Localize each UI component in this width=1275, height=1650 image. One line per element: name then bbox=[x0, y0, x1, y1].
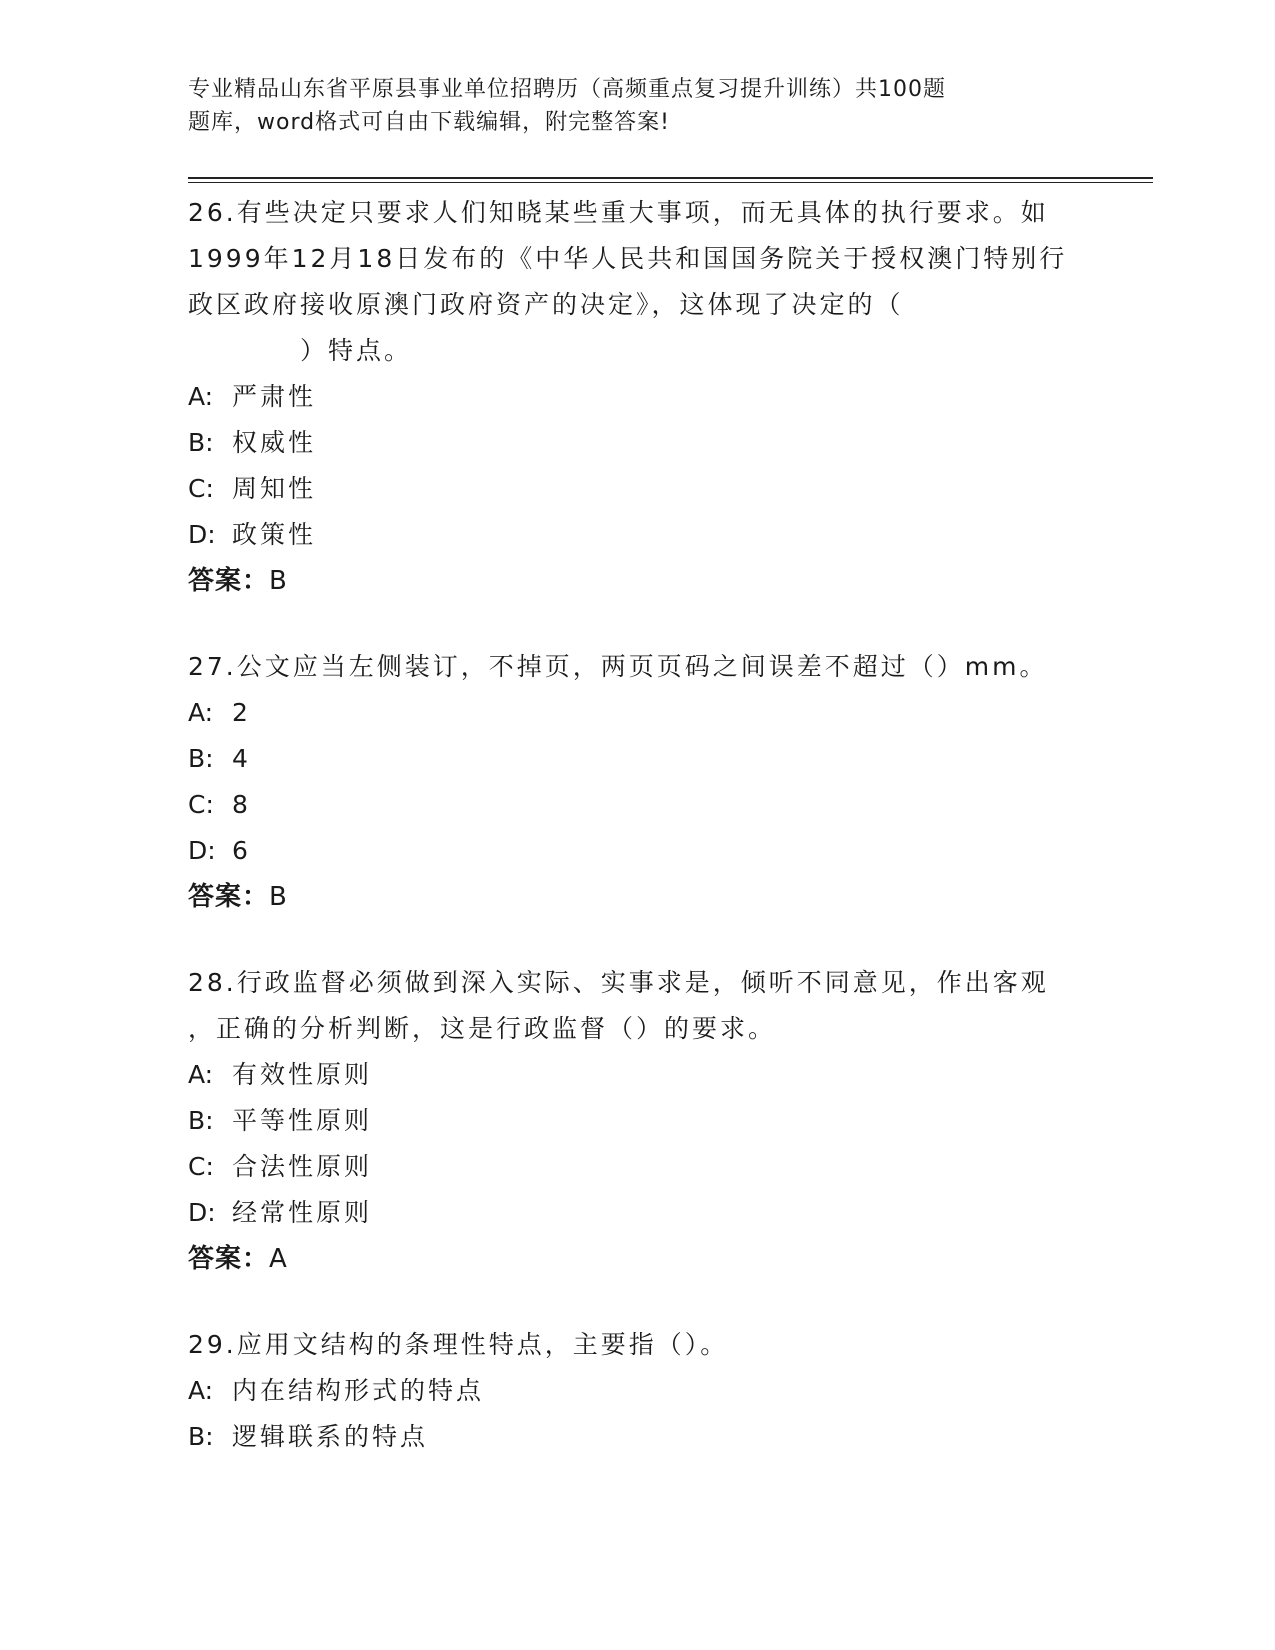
option-key: A: bbox=[188, 698, 214, 727]
option-text: 6 bbox=[232, 836, 251, 865]
option-key: A: bbox=[188, 382, 214, 411]
option-key: B: bbox=[188, 1106, 214, 1135]
option-text: 合法性原则 bbox=[232, 1152, 373, 1181]
option-key: A: bbox=[188, 1060, 214, 1089]
option-text: 有效性原则 bbox=[232, 1060, 373, 1089]
option-key: D: bbox=[188, 520, 216, 549]
question-stem: 29.应用文结构的条理性特点，主要指（）。 bbox=[188, 1330, 729, 1359]
option-text: 内在结构形式的特点 bbox=[232, 1376, 485, 1405]
option-text: 经常性原则 bbox=[232, 1198, 373, 1227]
option-c bbox=[188, 1144, 1088, 1190]
answer-label: 答案： bbox=[188, 1244, 270, 1274]
option-key: B: bbox=[188, 428, 214, 457]
option-a bbox=[188, 1368, 1088, 1414]
option-a bbox=[188, 1052, 1088, 1098]
option-b bbox=[188, 420, 1088, 466]
answer-value: B bbox=[269, 882, 288, 912]
option-c bbox=[188, 782, 1088, 828]
answer-value: B bbox=[269, 566, 288, 596]
option-key: D: bbox=[188, 1198, 216, 1227]
option-d bbox=[188, 1190, 1088, 1236]
question-26 bbox=[188, 190, 1088, 604]
option-b bbox=[188, 1098, 1088, 1144]
question-stem: 26.有些决定只要求人们知晓某些重大事项，而无具体的执行要求。如1999年12月18日发布的《中华人民共和国国务院关于授权澳门特别行政区政府接收原澳门政府资产的决定》，这体现了决定的（ ）特点。 bbox=[188, 198, 1068, 365]
header-divider-thin bbox=[188, 182, 1153, 183]
answer-line bbox=[188, 558, 1088, 604]
answer-label: 答案： bbox=[188, 566, 270, 596]
document-header: 专业精品山东省平原县事业单位招聘历（高频重点复习提升训练）共100题 题库，word格式可自由下载编辑，附完整答案! bbox=[188, 77, 946, 135]
option-c bbox=[188, 466, 1088, 512]
option-a bbox=[188, 690, 1088, 736]
option-key: C: bbox=[188, 790, 214, 819]
option-text: 4 bbox=[232, 744, 251, 773]
option-key: B: bbox=[188, 744, 214, 773]
option-key: A: bbox=[188, 1376, 214, 1405]
question-list bbox=[188, 190, 1088, 1500]
option-key: B: bbox=[188, 1422, 214, 1451]
question-27 bbox=[188, 644, 1088, 920]
question-29 bbox=[188, 1322, 1088, 1460]
option-key: D: bbox=[188, 836, 216, 865]
answer-value: A bbox=[269, 1244, 288, 1274]
header-divider-thick bbox=[188, 177, 1153, 179]
answer-label: 答案： bbox=[188, 882, 270, 912]
option-b bbox=[188, 736, 1088, 782]
option-text: 平等性原则 bbox=[232, 1106, 373, 1135]
option-text: 严肃性 bbox=[232, 382, 317, 411]
question-stem: 28.行政监督必须做到深入实际、实事求是，倾听不同意见，作出客观 ，正确的分析判断，这是行政监督（）的要求。 bbox=[188, 968, 1049, 1043]
option-b bbox=[188, 1414, 1088, 1460]
question-stem: 27.公文应当左侧装订，不掉页，两页页码之间误差不超过（）mm。 bbox=[188, 652, 1048, 681]
option-key: C: bbox=[188, 474, 214, 503]
question-28 bbox=[188, 960, 1088, 1282]
answer-line bbox=[188, 1236, 1088, 1282]
option-text: 政策性 bbox=[232, 520, 317, 549]
option-key: C: bbox=[188, 1152, 214, 1181]
option-d bbox=[188, 512, 1088, 558]
option-text: 逻辑联系的特点 bbox=[232, 1422, 429, 1451]
answer-line bbox=[188, 874, 1088, 920]
option-text: 权威性 bbox=[232, 428, 317, 457]
option-text: 8 bbox=[232, 790, 251, 819]
option-d bbox=[188, 828, 1088, 874]
option-a bbox=[188, 374, 1088, 420]
option-text: 周知性 bbox=[232, 474, 317, 503]
option-text: 2 bbox=[232, 698, 251, 727]
